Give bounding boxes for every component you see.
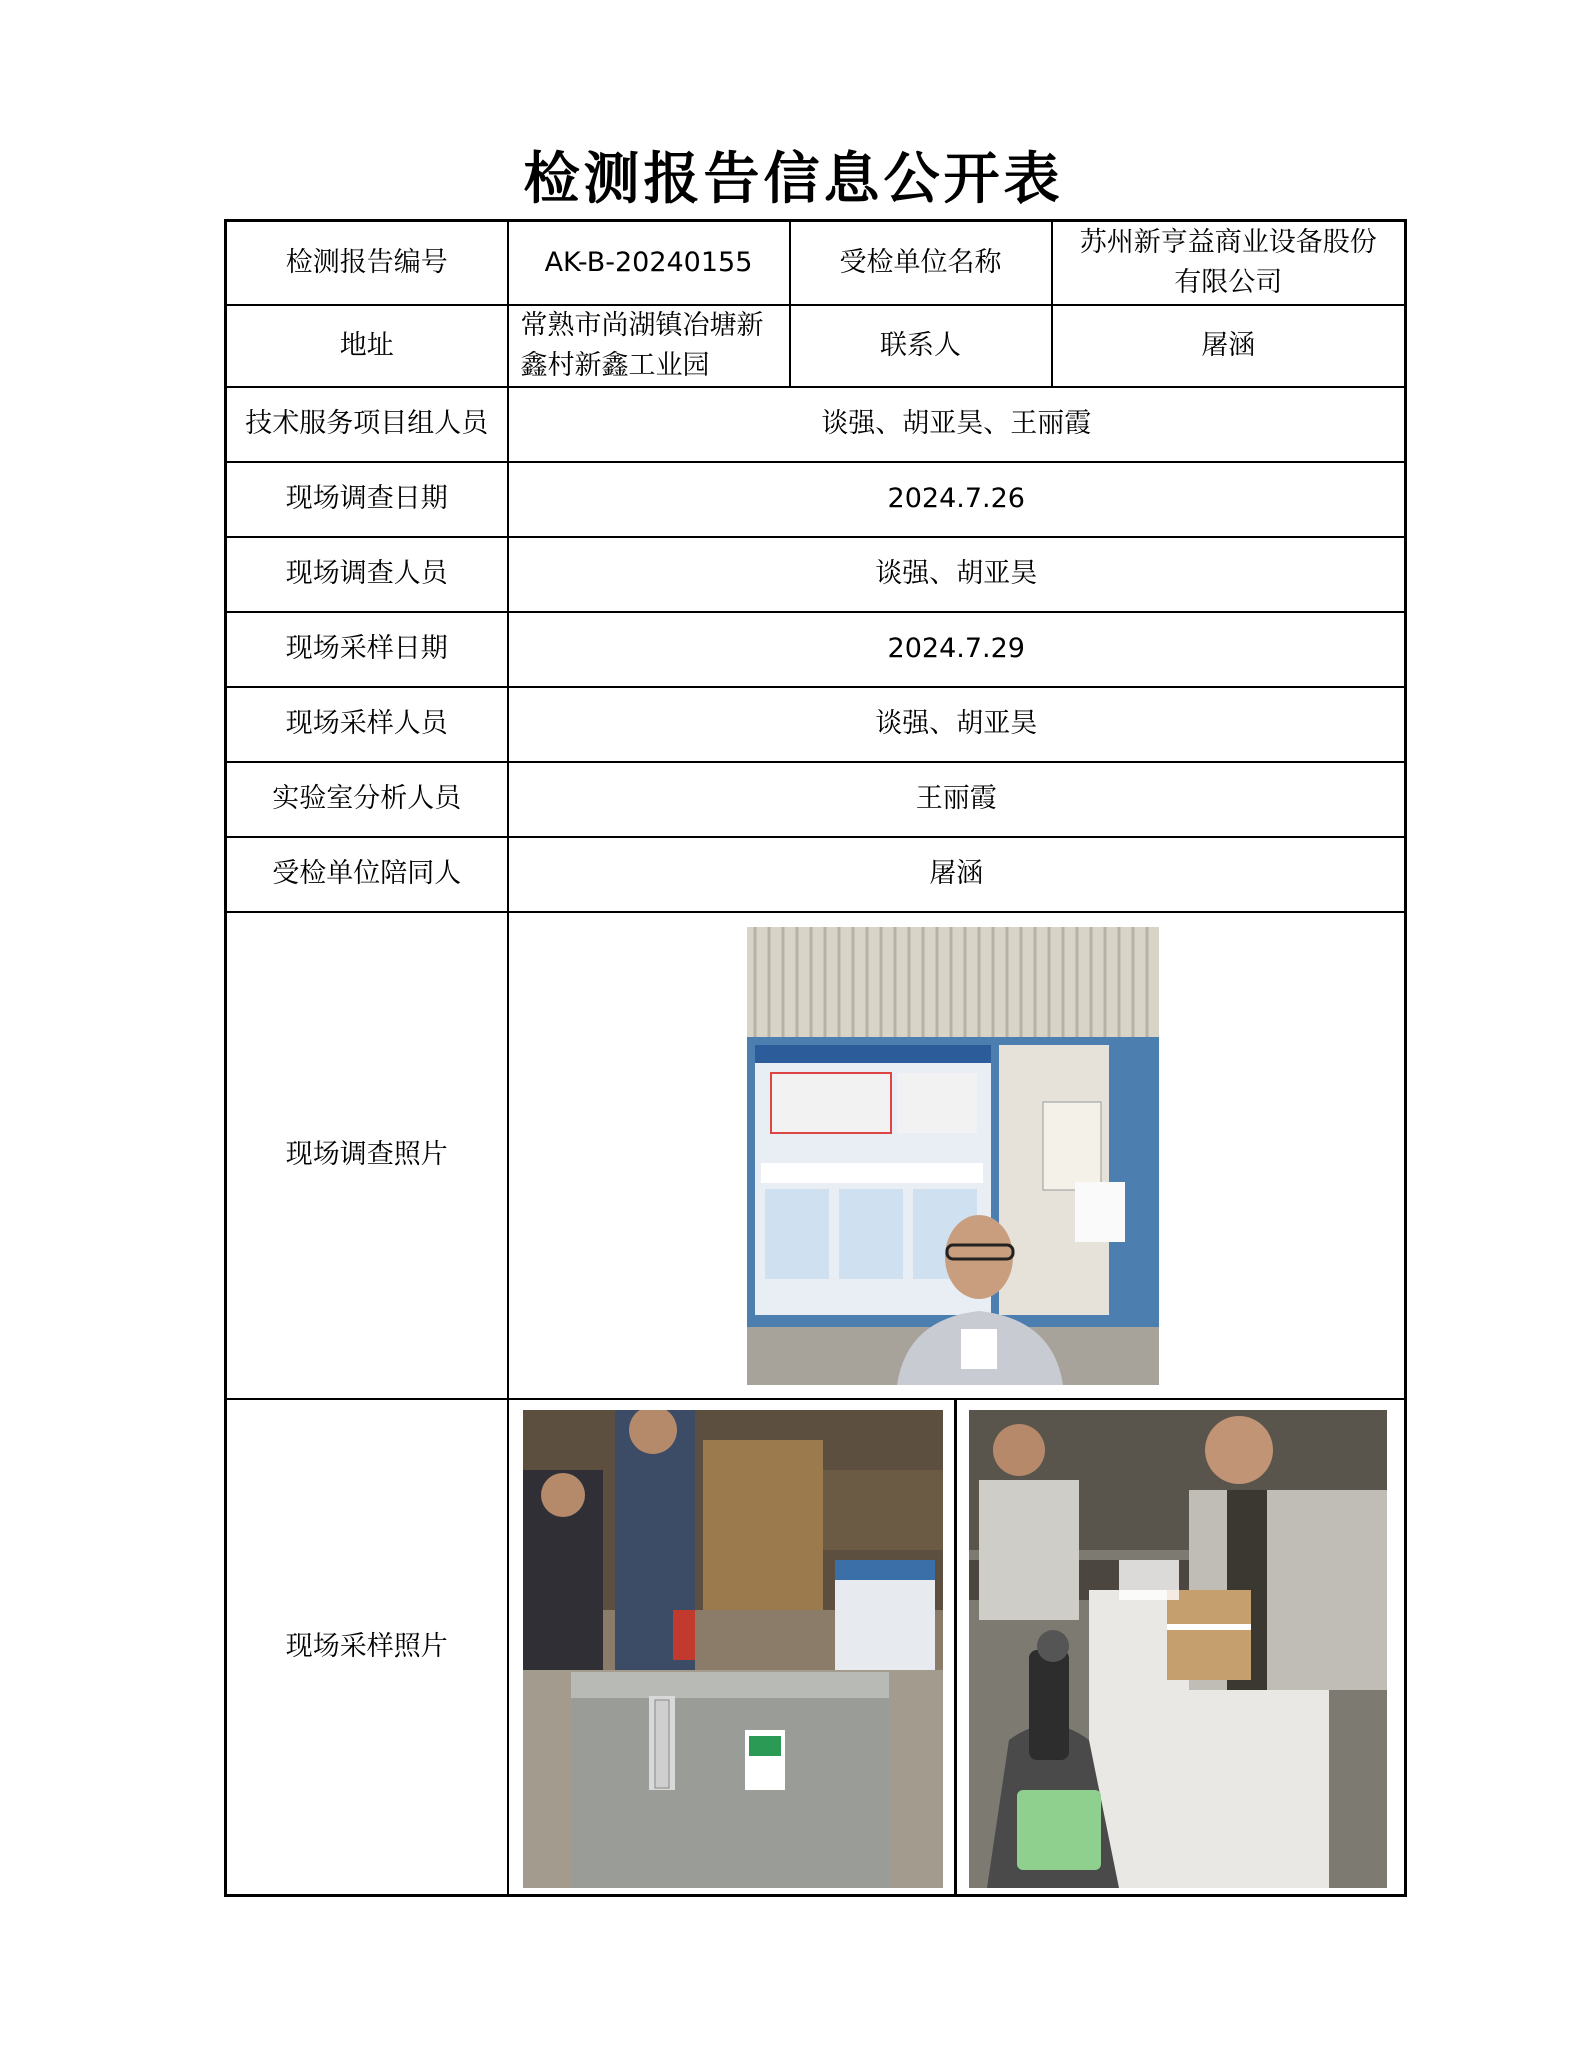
label-sampling-date: 现场采样日期 (226, 612, 508, 687)
label-lab-analyst: 实验室分析人员 (226, 762, 508, 837)
lab-analyst-value: 王丽霞 (508, 762, 1406, 837)
survey-photo (747, 927, 1159, 1385)
address-value: 常熟市尚湖镇冶塘新鑫村新鑫工业园 (508, 305, 790, 387)
survey-date-value: 2024.7.26 (508, 462, 1406, 537)
sampling-staff-value: 谈强、胡亚昊 (508, 687, 1406, 762)
sampling-photo-right (969, 1410, 1387, 1888)
sampling-date-value: 2024.7.29 (508, 612, 1406, 687)
label-survey-photo: 现场调查照片 (226, 912, 508, 1399)
survey-photo-cell (508, 912, 1406, 1399)
contact-value: 屠涵 (1052, 305, 1406, 387)
report-number-value: AK-B-20240155 (508, 221, 790, 305)
page-title: 检测报告信息公开表 (523, 147, 1064, 212)
label-address: 地址 (226, 305, 508, 387)
label-contact: 联系人 (790, 305, 1052, 387)
label-survey-date: 现场调查日期 (226, 462, 508, 537)
sampling-photo-divider (954, 1400, 957, 1897)
project-team-value: 谈强、胡亚昊、王丽霞 (508, 387, 1406, 462)
report-info-table (224, 219, 1407, 1897)
sampling-photo-cell (508, 1399, 1406, 1896)
label-sampling-staff: 现场采样人员 (226, 687, 508, 762)
label-survey-staff: 现场调查人员 (226, 537, 508, 612)
label-escort: 受检单位陪同人 (226, 837, 508, 912)
label-inspected-unit: 受检单位名称 (790, 221, 1052, 305)
escort-value: 屠涵 (508, 837, 1406, 912)
label-sampling-photo: 现场采样照片 (226, 1399, 508, 1896)
inspected-unit-value: 苏州新亨益商业设备股份有限公司 (1052, 221, 1406, 305)
sampling-photo-left (523, 1410, 943, 1888)
survey-staff-value: 谈强、胡亚昊 (508, 537, 1406, 612)
label-project-team: 技术服务项目组人员 (226, 387, 508, 462)
label-report-number: 检测报告编号 (226, 221, 508, 305)
